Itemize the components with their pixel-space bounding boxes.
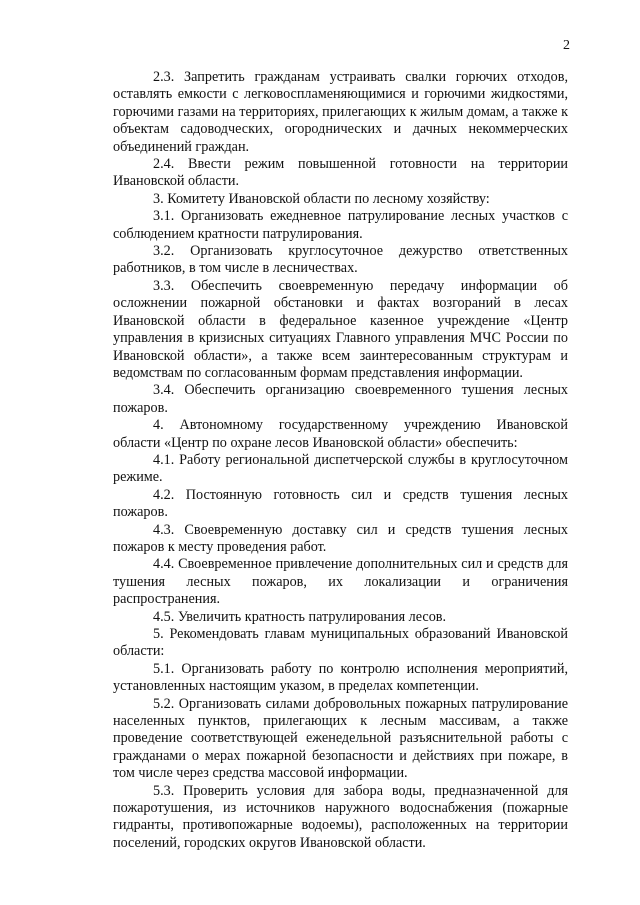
paragraph-5-1: 5.1. Организовать работу по контролю исполнения мероприятий, установленных настоящим указом, в пределах компетенции.: [113, 660, 568, 695]
paragraph-4-4: 4.4. Своевременное привлечение дополнительных сил и средств для тушения лесных пожаров, их локализации и ограничения распространения.: [113, 556, 568, 608]
paragraph-3-1: 3.1. Организовать ежедневное патрулирование лесных участков с соблюдением кратности патрулирования.: [113, 208, 568, 242]
paragraph-5-2: 5.2. Организовать силами добровольных пожарных патрулирование населенных пунктов, прилегающих к лесным массивам, а также проведение соответствующей еженедельной разъяснительной работы с гражданами о мерах пожарной безопасности и действиях при пожаре, в том числе через средства массовой информации.: [113, 695, 568, 782]
paragraph-4-1: 4.1. Работу региональной диспетчерской службы в круглосуточном режиме.: [113, 451, 568, 486]
paragraph-4-2: 4.2. Постоянную готовность сил и средств тушения лесных пожаров.: [113, 486, 568, 521]
paragraph-3-3: 3.3. Обеспечить своевременную передачу информации об осложнении пожарной обстановки и фактах возгораний в лесах Ивановской области в федеральное казенное учреждение «Центр управления в кризисных ситуациях Главного управления МЧС России по Ивановской области», а также всем заинтересованным структурам и ведомствам по согласованным формам представления информации.: [113, 277, 568, 381]
paragraph-3: 3. Комитету Ивановской области по лесному хозяйству:: [153, 190, 490, 207]
page-number: 2: [563, 38, 570, 53]
paragraph-4-3: 4.3. Своевременную доставку сил и средств тушения лесных пожаров к месту проведения работ.: [113, 521, 568, 555]
paragraph-3-2: 3.2. Организовать круглосуточное дежурство ответственных работников, в том числе в лесничествах.: [113, 243, 568, 277]
document-body: [113, 69, 568, 852]
paragraph-2-4: 2.4. Ввести режим повышенной готовности на территории Ивановской области.: [113, 156, 568, 190]
paragraph-4-5: 4.5. Увеличить кратность патрулирования лесов.: [153, 608, 447, 625]
paragraph-3-4: 3.4. Обеспечить организацию своевременного тушения лесных пожаров.: [113, 382, 568, 416]
paragraph-5-3: 5.3. Проверить условия для забора воды, предназначенной для пожаротушения, из источников наружного водоснабжения (пожарные гидранты, противопожарные водоемы), расположенных на территории поселений, городских округов Ивановской области.: [113, 782, 568, 851]
paragraph-5: 5. Рекомендовать главам муниципальных образований Ивановской области:: [113, 626, 568, 660]
paragraph-4: 4. Автономному государственному учреждению Ивановской области «Центр по охране лесов Ивановской области» обеспечить:: [113, 417, 568, 451]
paragraph-2-3: 2.3. Запретить гражданам устраивать свалки горючих отходов, оставлять емкости с легковоспламеняющимися и горючими жидкостями, горючими газами на территориях, прилегающих к жилым домам, а также к объектам садоводческих, огороднических и дачных некоммерческих объединений граждан.: [113, 69, 568, 155]
